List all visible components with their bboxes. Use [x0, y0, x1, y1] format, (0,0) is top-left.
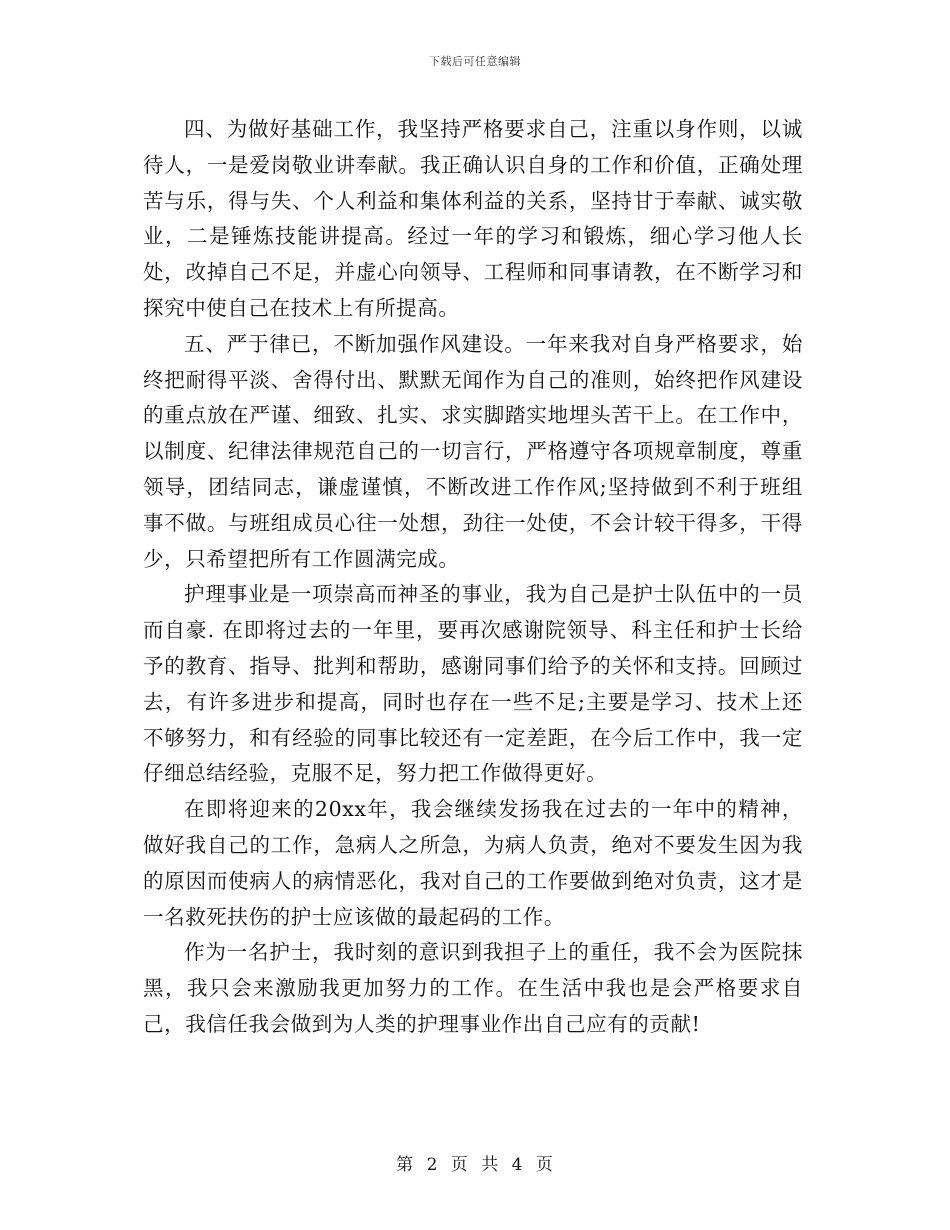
paragraph-four: 四、为做好基础工作，我坚持严格要求自己，注重以身作则，以诚待人，一是爱岗敬业讲奉献。我正确认识自身的工作和价值，正确处理苦与乐，得与失、个人利益和集体利益的关系，坚持甘于奉献、诚实敬业，二是锤炼技能讲提高。经过一年的学习和锻炼，细心学习他人长处，改掉自己不足，并虚心向领导、工程师和同事请教，在不断学习和探究中使自己在技术上有所提高。 — [143, 117, 803, 320]
paragraph-new-year: 在即将迎来的20xx年，我会继续发扬我在过去的一年中的精神，做好我自己的工作，急病人之所急，为病人负责，绝对不要发生因为我的原因而使病人的病情恶化，我对自己的工作要做到绝对负责，这才是一名救死扶伤的护士应该做的最起码的工作。 — [143, 797, 803, 929]
page-footer: 第 2 页 共 4 页 — [396, 1155, 554, 1175]
paragraph-five: 五、严于律已，不断加强作风建设。一年来我对自身严格要求，始终把耐得平淡、舍得付出、默默无闻作为自己的准则，始终把作风建设的重点放在严谨、细致、扎实、求实脚踏实地埋头苦干上。在工作中，以制度、纪律法律规范自己的一切言行，严格遵守各项规章制度，尊重领导，团结同志，谦虚谨慎，不断改进工作作风;坚持做到不利于班组事不做。与班组成员心往一处想，劲往一处使，不会计较干得多，干得少，只希望把所有工作圆满完成。 — [143, 331, 803, 571]
paragraph-closing: 作为一名护士，我时刻的意识到我担子上的重任，我不会为医院抹黑，我只会来激励我更加努力的工作。在生活中我也是会严格要求自己，我信任我会做到为人类的护理事业作出自己应有的贡献! — [143, 940, 803, 1036]
document-body — [143, 112, 803, 1043]
paragraph-nursing: 护理事业是一项崇高而神圣的事业，我为自己是护士队伍中的一员而自豪. 在即将过去的一年里，要再次感谢院领导、科主任和护士长给予的教育、指导、批判和帮助，感谢同事们给予的关怀和支持。回顾过去，有许多进步和提高，同时也存在一些不足;主要是学习、技术上还不够努力，和有经验的同事比较还有一定差距，在今后工作中，我一定仔细总结经验，克服不足，努力把工作做得更好。 — [143, 582, 803, 786]
page-header: 下载后可任意编辑 — [429, 55, 521, 68]
